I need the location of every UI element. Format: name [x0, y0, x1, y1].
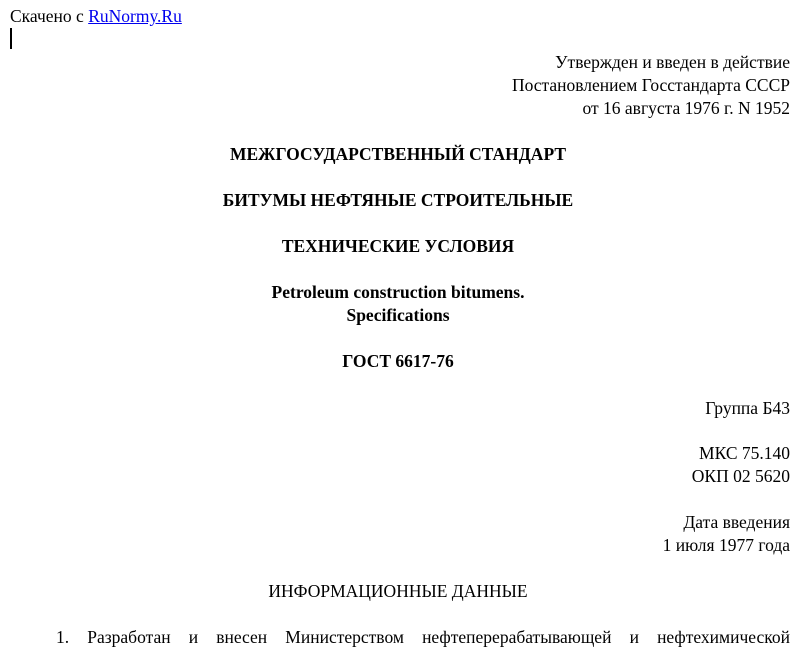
english-title-line-2: Specifications [346, 305, 450, 325]
standard-type-heading: МЕЖГОСУДАРСТВЕННЫЙ СТАНДАРТ [229, 144, 567, 164]
source-link[interactable]: RuNormy.Ru [88, 6, 182, 26]
text-cursor [10, 28, 12, 49]
info-section-heading: ИНФОРМАЦИОННЫЕ ДАННЫЕ [268, 581, 528, 601]
standard-subtitle-heading: ТЕХНИЧЕСКИЕ УСЛОВИЯ [281, 236, 515, 256]
info-item-1: 1. Разработан и внесен Министерством нефтеперерабатывающей и нефтехимической [56, 627, 790, 647]
approval-line-1: Утвержден и введен в действие [555, 52, 790, 72]
okp-code: ОКП 02 5620 [691, 466, 790, 486]
effective-date-label: Дата введения [683, 512, 790, 532]
approval-line-3: от 16 августа 1976 г. N 1952 [582, 98, 790, 118]
approval-line-2: Постановлением Госстандарта СССР [511, 75, 790, 95]
standard-name-heading: БИТУМЫ НЕФТЯНЫЕ СТРОИТЕЛЬНЫЕ [222, 190, 574, 210]
standard-code: ГОСТ 6617-76 [342, 351, 454, 371]
mks-code: МКС 75.140 [699, 443, 790, 463]
english-title-line-1: Petroleum construction bitumens. [271, 282, 525, 302]
group-code: Группа Б43 [705, 398, 790, 418]
download-source-note [10, 6, 182, 26]
effective-date-value: 1 июля 1977 года [662, 535, 790, 555]
download-prefix: Скачено с [10, 6, 84, 26]
